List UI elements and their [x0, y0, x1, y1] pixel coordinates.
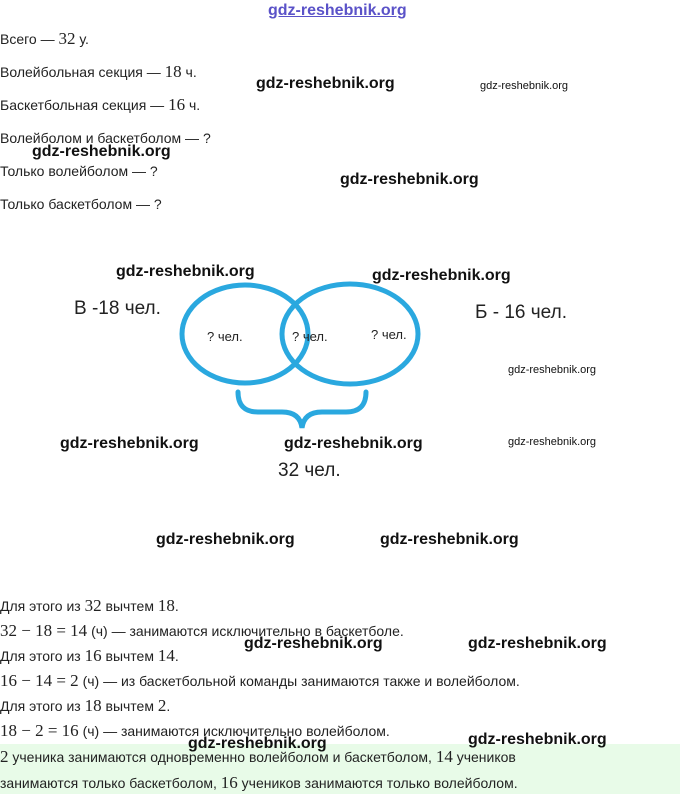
solution-line-5 — [0, 697, 170, 715]
number: 16 — [220, 773, 238, 792]
number: 14 — [435, 747, 453, 766]
number: 2 — [0, 747, 9, 766]
value: 16 — [168, 95, 186, 114]
unit: ч. — [188, 97, 201, 113]
text: вычтем — [105, 598, 154, 614]
text: вычтем — [105, 698, 154, 714]
solution-line-4 — [0, 672, 520, 690]
label: Баскетбольная секция — — [0, 97, 165, 113]
solution-line-3 — [0, 647, 179, 665]
watermark: gdz-reshebnik.org — [372, 267, 511, 284]
text: вычтем — [105, 648, 154, 664]
label: Волейбольная секция — — [0, 64, 161, 80]
question-both: Волейболом и баскетболом — ? — [0, 130, 211, 146]
total-brace — [238, 392, 366, 428]
value: 32 — [58, 29, 76, 48]
watermark: gdz-reshebnik.org — [380, 531, 519, 548]
text: учеников — [456, 749, 516, 765]
watermark: gdz-reshebnik.org — [188, 735, 327, 752]
watermark: gdz-reshebnik.org — [60, 435, 199, 452]
value: 18 — [164, 62, 182, 81]
text: Для этого из — [0, 598, 81, 614]
expression: 18 − 2 = 16 — [0, 721, 79, 740]
number: 18 — [157, 596, 175, 615]
unit: ч. — [185, 64, 197, 80]
text: (ч) — занимаются исключительно в баскетболе. — [91, 623, 404, 639]
watermark: gdz-reshebnik.org — [284, 435, 423, 452]
solution-line-1 — [0, 597, 179, 615]
watermark: gdz-reshebnik.org — [268, 2, 407, 19]
left-only-label: ? чел. — [207, 329, 243, 344]
watermark: gdz-reshebnik.org — [468, 635, 607, 652]
watermark: gdz-reshebnik.org — [468, 731, 607, 748]
question-only-volley: Только волейболом — ? — [0, 163, 158, 179]
text: занимаются только баскетболом, — [0, 775, 217, 791]
text: (ч) — из баскетбольной команды занимаются также и волейболом. — [82, 673, 520, 689]
text: . — [174, 648, 179, 664]
expression: 16 − 14 = 2 — [0, 671, 79, 690]
total-label: 32 чел. — [278, 460, 341, 481]
set-b-label: Б - 16 чел. — [475, 302, 567, 323]
watermark: gdz-reshebnik.org — [508, 436, 597, 448]
intersection-label: ? чел. — [292, 329, 328, 344]
watermark: gdz-reshebnik.org — [156, 531, 295, 548]
number: 14 — [157, 646, 175, 665]
question-only-basket: Только баскетболом — ? — [0, 196, 162, 212]
number: 18 — [84, 696, 102, 715]
set-a-label: В -18 чел. — [74, 298, 161, 319]
watermark: gdz-reshebnik.org — [116, 263, 255, 280]
text: Для этого из — [0, 648, 81, 664]
watermark: gdz-reshebnik.org — [508, 364, 597, 376]
number: 2 — [157, 696, 167, 715]
right-only-label: ? чел. — [371, 327, 407, 342]
expression: 32 − 18 = 14 — [0, 621, 88, 640]
left-circle — [182, 285, 308, 383]
text: . — [174, 598, 179, 614]
watermark: gdz-reshebnik.org — [32, 143, 171, 160]
watermark: gdz-reshebnik.org — [480, 80, 569, 92]
watermark: gdz-reshebnik.org — [340, 171, 479, 188]
label: Всего — — [0, 31, 55, 47]
text: учеников занимаются только волейболом. — [241, 775, 518, 791]
number: 16 — [84, 646, 102, 665]
text: . — [166, 698, 171, 714]
text: Для этого из — [0, 698, 81, 714]
number: 32 — [84, 596, 102, 615]
text: ученика занимаются одновременно волейболом и баскетболом, — [12, 749, 432, 765]
unit: у. — [79, 31, 89, 47]
watermark: gdz-reshebnik.org — [256, 75, 395, 92]
answer-line-2 — [0, 774, 518, 792]
watermark: gdz-reshebnik.org — [244, 635, 383, 652]
text: (ч) — занимаются исключительно волейболом. — [82, 723, 390, 739]
